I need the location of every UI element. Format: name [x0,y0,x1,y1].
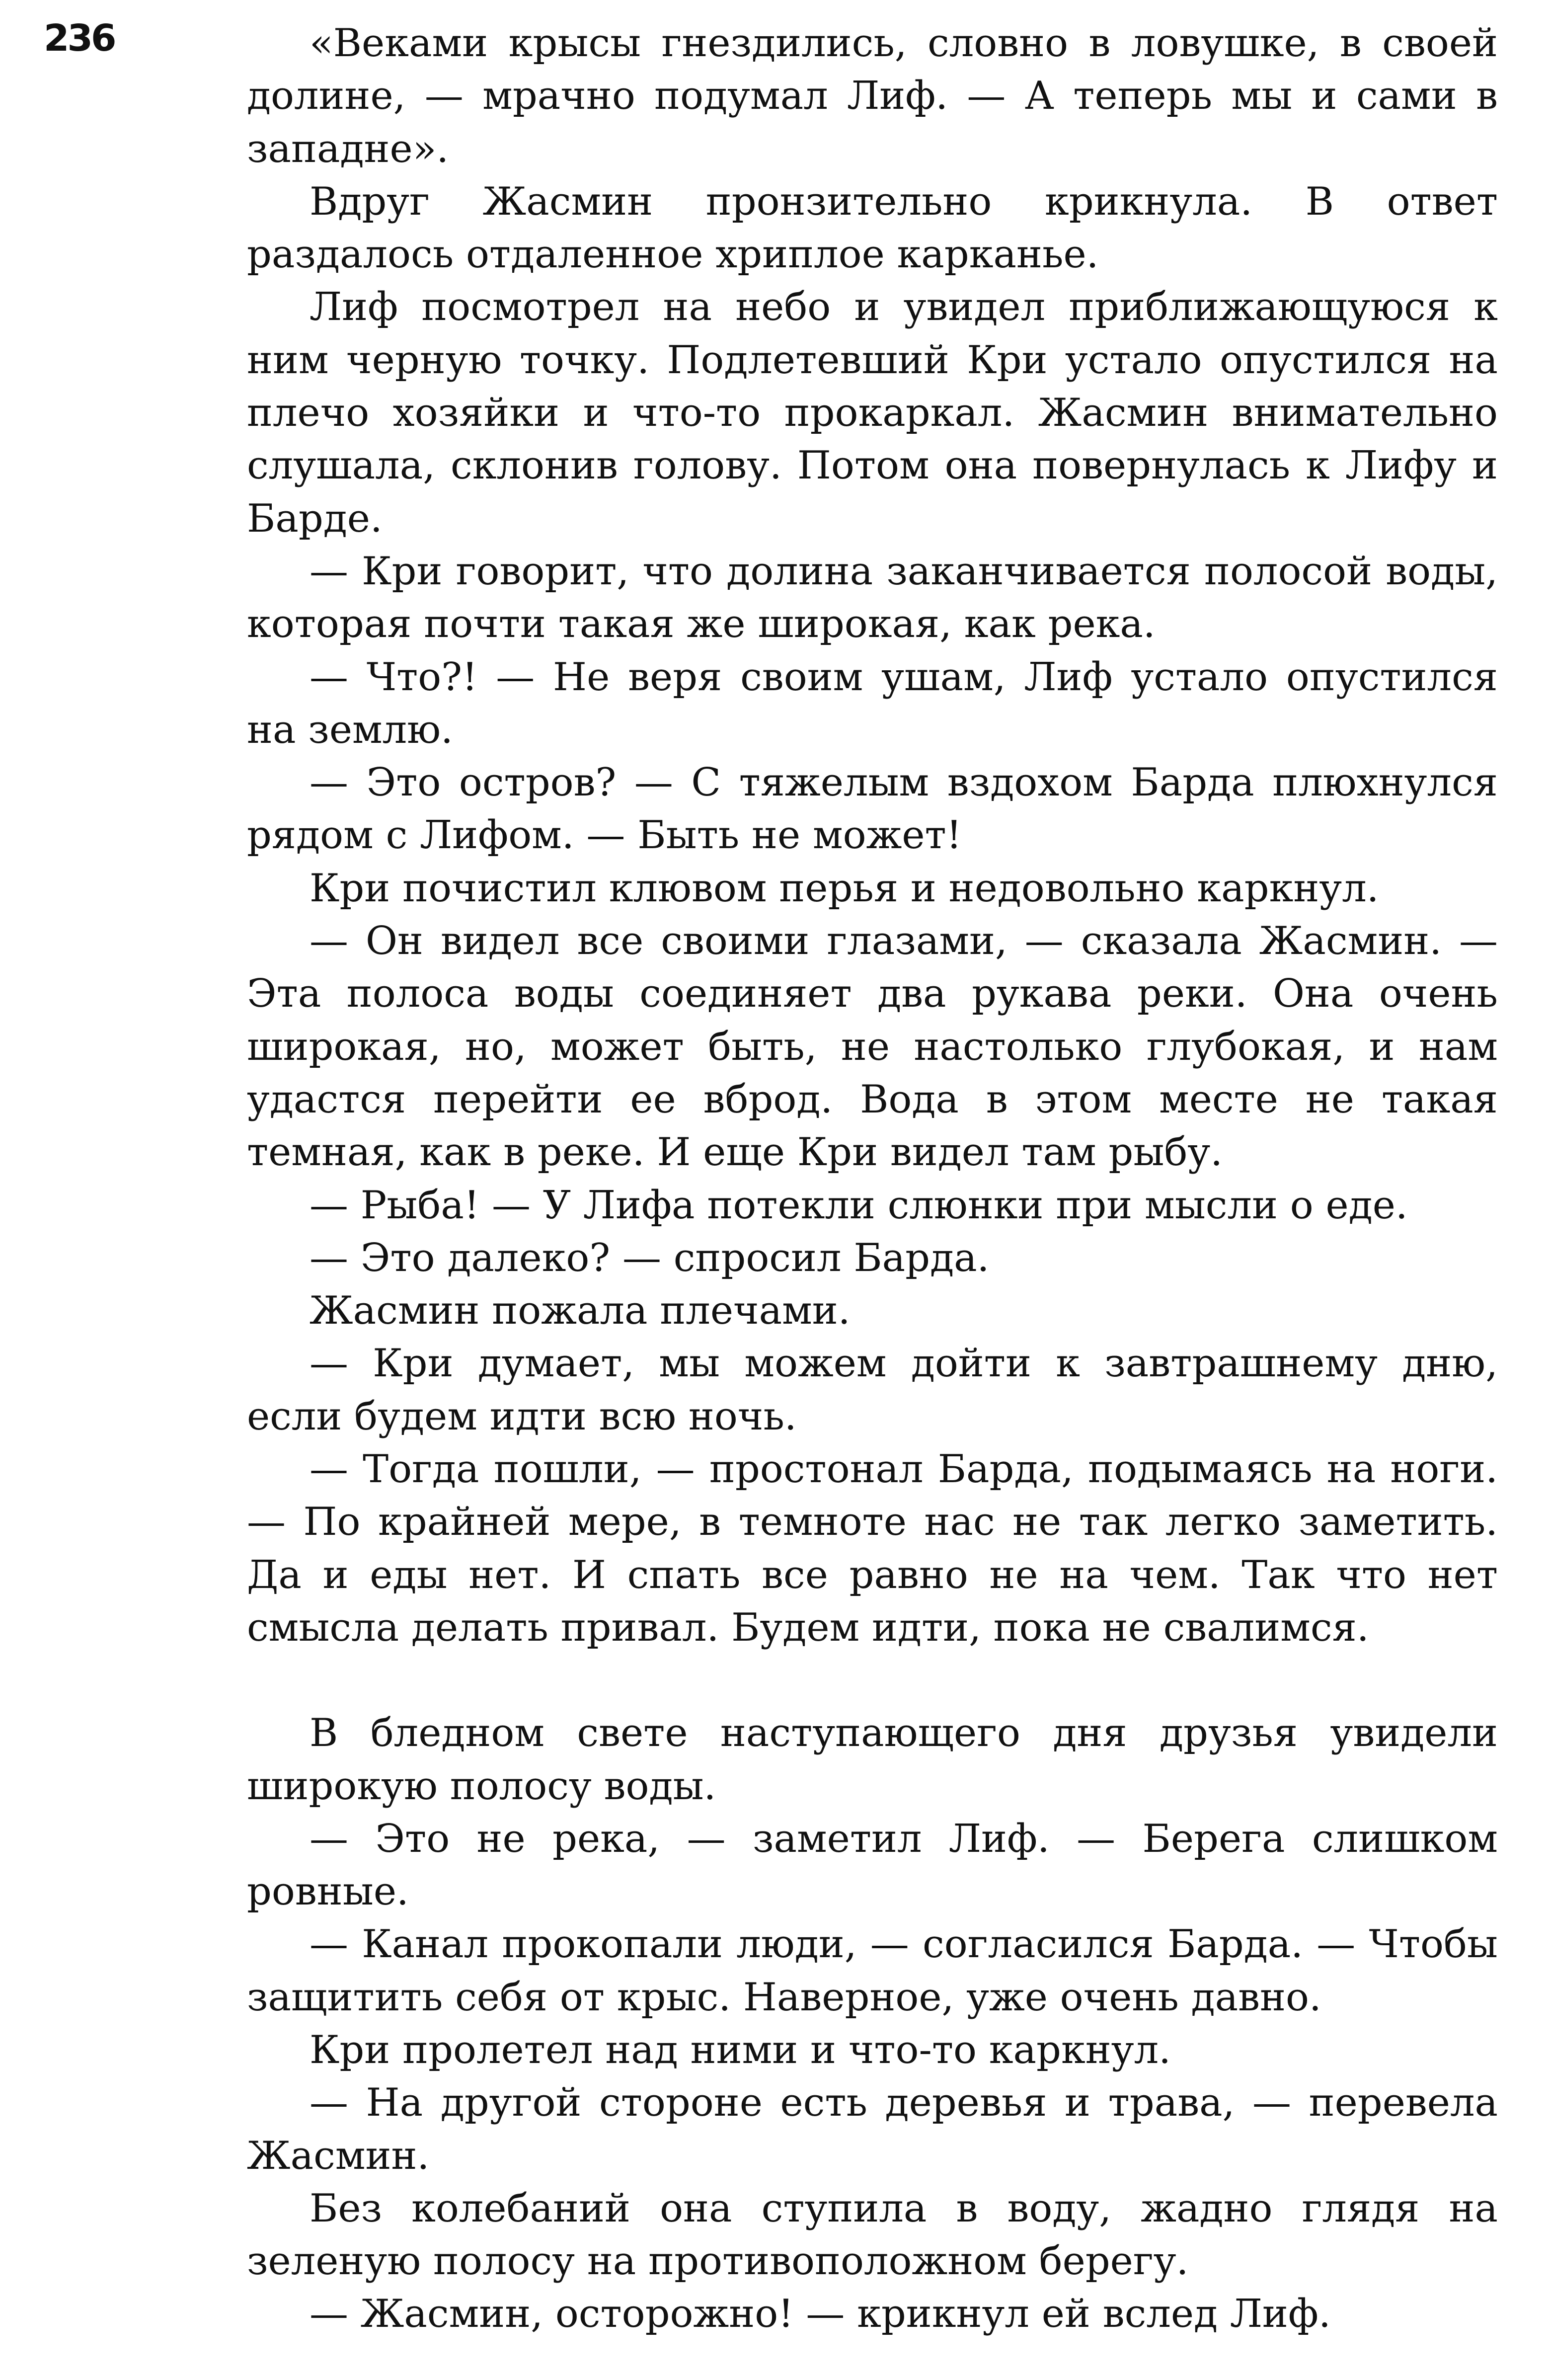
paragraph: — На другой стороне есть деревья и трава, — перевела Жасмин. [247,2080,1498,2178]
paragraph: — Это остров? — С тяжелым вздохом Барда плюхнулся рядом с Лифом. — Быть не может! [247,760,1498,858]
paragraph: — Что?! — Не веря своим ушам, Лиф устало опустился на землю. [247,654,1498,752]
paragraph: Лиф посмотрел на небо и увидел приближающуюся к ним черную точку. Подлетевший Кри устало опустился на плечо хозяйки и что-то прокаркал. Жасмин внимательно слушала, склонив голову. Потом она повернулась к Лифу и Барде. [247,285,1498,541]
paragraph: — Жасмин, осторожно! — крикнул ей вслед Лиф. [310,2292,1331,2337]
paragraph: «Веками крысы гнездились, словно в ловушке, в своей долине, — мрачно подумал Лиф. — А теперь мы и сами в западне». [247,21,1498,171]
section-break [247,1654,1498,1707]
paragraph: — Рыба! — У Лифа потекли слюнки при мысли о еде. [310,1183,1408,1228]
paragraph: Кри пролетел над ними и что-то каркнул. [310,2027,1171,2072]
paragraph: — Это далеко? — спросил Барда. [310,1235,990,1280]
paragraph: Кри почистил клювом перья и недовольно каркнул. [310,866,1379,911]
page-number: 236 [44,17,115,60]
paragraph: Жасмин пожала плечами. [310,1288,851,1334]
body-text [247,9,1498,2341]
paragraph: Вдруг Жасмин пронзительно крикнула. В ответ раздалось отдаленное хриплое карканье. [247,179,1498,277]
paragraph: — Кри говорит, что долина заканчивается полосой воды, которая почти такая же широкая, как река. [247,549,1498,647]
paragraph: Без колебаний она ступила в воду, жадно глядя на зеленую полосу на противоположном берегу. [247,2186,1498,2284]
paragraph: — Кри думает, мы можем дойти к завтрашнему дню, если будем идти всю ночь. [247,1341,1498,1439]
paragraph: — Это не река, — заметил Лиф. — Берега слишком ровные. [247,1816,1498,1914]
paragraph: — Канал прокопали люди, — согласился Барда. — Чтобы защитить себя от крыс. Наверное, уже очень давно. [247,1922,1498,2020]
paragraph: В бледном свете наступающего дня друзья увидели широкую полосу воды. [247,1711,1498,1809]
paragraph: — Тогда пошли, — простонал Барда, подымаясь на ноги. — По крайней мере, в темноте нас не так легко заметить. Да и еды нет. И спать все равно не на чем. Так что нет смысла делать привал. Будем идти, пока не свалимся. [247,1447,1498,1650]
paragraph: — Он видел все своими глазами, — сказала Жасмин. — Эта полоса воды соединяет два рукава реки. Она очень широкая, но, может быть, не настолько глубокая, и нам удастся перейти ее вброд. Вода в этом месте не такая темная, как в реке. И еще Кри видел там рыбу. [247,919,1498,1175]
